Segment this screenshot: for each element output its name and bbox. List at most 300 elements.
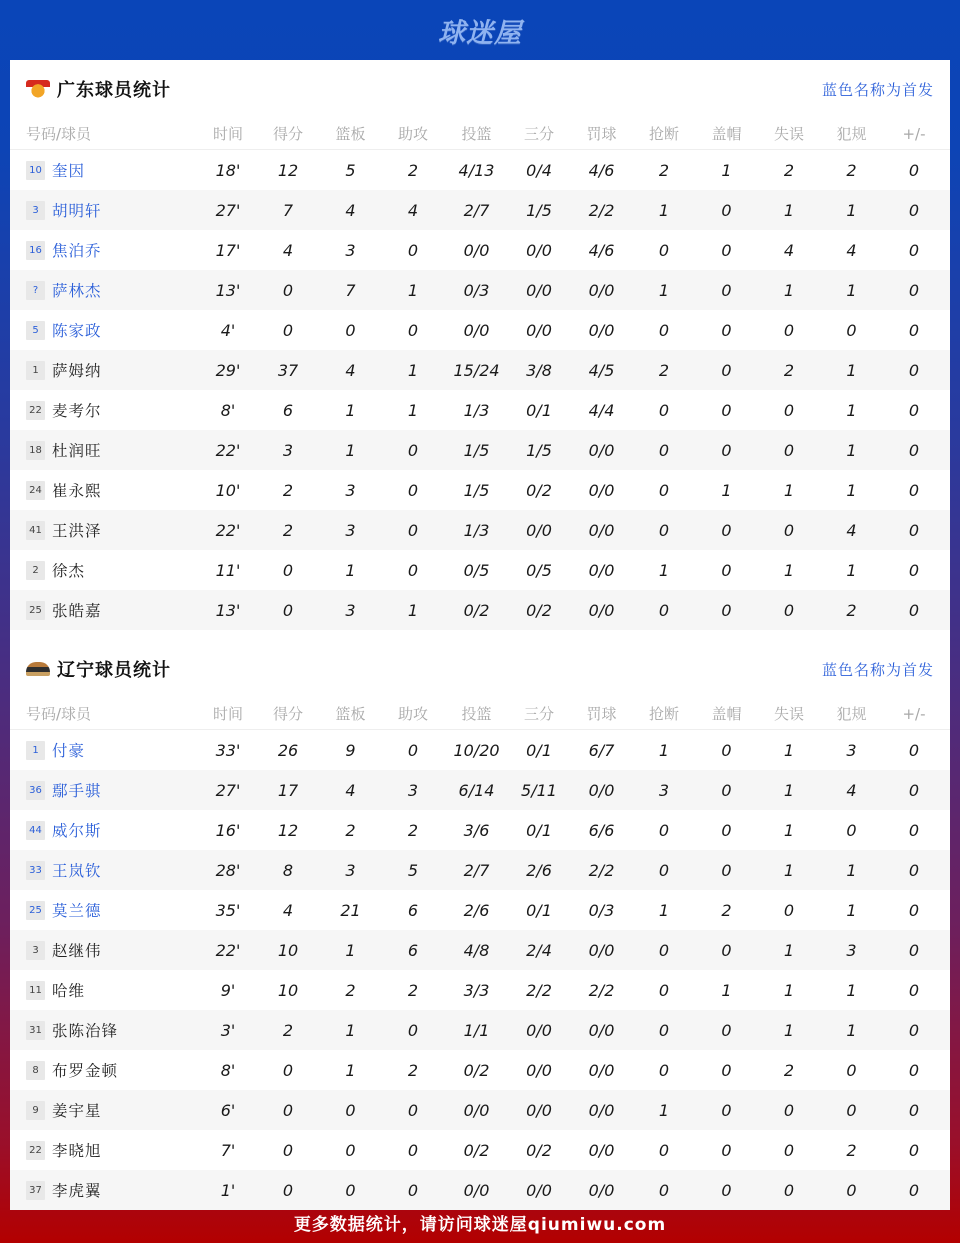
player-cell[interactable] [26, 819, 200, 841]
stat-cell: 1 [846, 360, 857, 380]
stat-cell: 2 [282, 520, 294, 540]
stat-cell: 17 [277, 780, 299, 800]
stat-cell: 1 [783, 860, 795, 880]
stat-cell: 2 [846, 600, 857, 620]
stat-cell: 0/0 [463, 320, 490, 340]
stat-cell: 1' [220, 1180, 236, 1200]
stat-cell: 2/7 [463, 200, 490, 220]
stat-cell: 0/0 [588, 280, 615, 300]
player-name[interactable]: 萨姆纳 [52, 362, 102, 380]
player-cell[interactable] [26, 559, 200, 581]
stat-cell: 3 [345, 600, 356, 620]
player-name[interactable]: 麦考尔 [52, 402, 102, 420]
table-row[interactable] [10, 350, 950, 390]
column-header[interactable]: 盖帽 [711, 125, 742, 143]
stat-cell: 1 [658, 200, 670, 220]
stat-cell: 1 [846, 280, 857, 300]
stat-cell: 1 [345, 440, 356, 460]
column-header[interactable]: 犯规 [836, 705, 867, 723]
table-header [10, 118, 950, 150]
stat-cell: 0 [908, 480, 920, 500]
table-row[interactable] [10, 850, 950, 890]
column-header[interactable]: 得分 [272, 705, 303, 723]
stat-cell: 4/13 [458, 160, 495, 180]
stat-cell: 0 [282, 280, 294, 300]
stat-cell: 0 [658, 440, 670, 460]
player-cell[interactable] [26, 1139, 200, 1161]
player-name[interactable]: 萨林杰 [52, 282, 102, 300]
stat-cell: 0 [908, 900, 920, 920]
stat-cell: 0 [846, 1060, 857, 1080]
stat-cell: 0/0 [588, 1060, 615, 1080]
column-header[interactable]: 投篮 [461, 705, 492, 723]
stat-cell: 0 [282, 600, 294, 620]
column-header[interactable]: 罚球 [586, 705, 617, 723]
player-name[interactable]: 王岚钦 [52, 862, 102, 880]
stat-cell: 0 [721, 820, 732, 840]
stat-cell: 0/1 [526, 400, 552, 420]
stat-cell: 0 [658, 520, 670, 540]
table-row[interactable] [10, 770, 950, 810]
stat-cell: 0 [908, 1100, 920, 1120]
stat-cell: 2 [345, 820, 356, 840]
stat-cell: 0 [721, 860, 732, 880]
stat-cell: 13' [215, 600, 241, 620]
column-header[interactable]: 失误 [773, 125, 804, 143]
stat-cell: 2/6 [526, 860, 552, 880]
stat-cell: 0 [658, 320, 670, 340]
player-name[interactable]: 布罗金顿 [52, 1062, 119, 1080]
stat-cell: 4/5 [588, 360, 615, 380]
stat-cell: 2/6 [463, 900, 490, 920]
column-header[interactable]: 时间 [212, 125, 243, 143]
stat-cell: 22' [215, 940, 241, 960]
stat-cell: 0/5 [463, 560, 490, 580]
player-cell[interactable] [26, 159, 200, 181]
top-header [0, 0, 960, 60]
player-name[interactable]: 崔永熙 [52, 482, 102, 500]
stat-cell: 0 [846, 1180, 857, 1200]
stat-cell: 1/5 [463, 480, 490, 500]
stat-cell: 26 [277, 740, 299, 760]
stat-cell: 4 [282, 240, 294, 260]
stat-cell: 0/0 [588, 520, 615, 540]
player-cell[interactable] [26, 359, 200, 381]
stat-cell: 1 [721, 160, 732, 180]
stat-cell: 0 [783, 1100, 795, 1120]
stat-cell: 0/0 [526, 520, 552, 540]
stat-cell: 0 [721, 560, 732, 580]
column-header[interactable]: 时间 [212, 705, 243, 723]
stat-cell: 0 [908, 400, 920, 420]
player-cell[interactable] [26, 319, 200, 341]
stat-cell: 0 [407, 560, 419, 580]
stat-cell: 4 [345, 780, 356, 800]
stat-cell: 4/6 [588, 160, 615, 180]
stat-cell: 1 [407, 600, 419, 620]
stat-cell: 0/2 [526, 480, 552, 500]
stat-cell: 4 [282, 900, 294, 920]
stat-cell: 3 [345, 860, 356, 880]
table-row[interactable] [10, 730, 950, 770]
stat-cell: 0/2 [463, 600, 490, 620]
player-cell[interactable] [26, 599, 200, 621]
stat-cell: 1 [407, 400, 419, 420]
stat-cell: 0 [908, 440, 920, 460]
stat-cell: 0 [908, 520, 920, 540]
stat-cell: 10 [277, 940, 299, 960]
stat-cell: 0 [721, 740, 732, 760]
stat-cell: 1 [407, 360, 419, 380]
column-header[interactable]: 篮板 [335, 705, 366, 723]
jersey-number-badge: 22 [26, 1141, 45, 1160]
stat-cell: 3' [220, 1020, 236, 1040]
stat-cell: 10/20 [453, 740, 500, 760]
stat-cell: 0 [658, 1020, 670, 1040]
jersey-number-badge: 44 [26, 821, 45, 840]
starter-note: 蓝色名称为首发 [821, 660, 934, 679]
stat-cell: 7 [282, 200, 294, 220]
stat-cell: 0 [721, 320, 732, 340]
player-cell[interactable] [26, 519, 200, 541]
table-row[interactable] [10, 890, 950, 930]
table-row[interactable] [10, 1090, 950, 1130]
player-name[interactable]: 焦泊乔 [52, 242, 102, 260]
table-row[interactable] [10, 390, 950, 430]
player-name[interactable]: 陈家政 [52, 322, 102, 340]
stat-cell: 0 [908, 600, 920, 620]
table-row[interactable] [10, 430, 950, 470]
column-header[interactable]: +/- [902, 124, 926, 143]
player-cell[interactable] [26, 779, 200, 801]
stat-cell: 0 [846, 1100, 857, 1120]
stats-card [10, 60, 950, 1202]
column-header[interactable]: 罚球 [586, 125, 617, 143]
stat-cell: 5/11 [521, 780, 557, 800]
column-header[interactable]: 失误 [773, 705, 804, 723]
stat-cell: 4 [345, 200, 356, 220]
stat-cell: 1 [658, 740, 670, 760]
stat-cell: 0 [783, 600, 795, 620]
stat-cell: 2 [783, 160, 795, 180]
player-cell[interactable] [26, 439, 200, 461]
stat-cell: 7 [345, 280, 356, 300]
stat-cell: 2/2 [526, 980, 552, 1000]
column-header[interactable]: 助攻 [397, 705, 428, 723]
player-cell[interactable] [26, 399, 200, 421]
section-header [10, 60, 950, 118]
player-name[interactable]: 李晓旭 [52, 1142, 102, 1160]
stat-cell: 1 [783, 740, 795, 760]
jersey-number-badge: 22 [26, 401, 45, 420]
jersey-number-badge: 33 [26, 861, 45, 880]
stat-cell: 1 [846, 440, 857, 460]
player-cell[interactable] [26, 1019, 200, 1041]
column-header[interactable]: 抢断 [648, 125, 679, 143]
player-cell[interactable] [26, 1179, 200, 1201]
stat-cell: 3 [345, 480, 356, 500]
stat-cell: 0/5 [526, 560, 552, 580]
player-name[interactable]: 张陈治锋 [52, 1022, 119, 1040]
stat-cell: 17' [215, 240, 241, 260]
jersey-number-badge: 31 [26, 1021, 45, 1040]
jersey-number-badge: 25 [26, 901, 45, 920]
stat-cell: 3 [846, 940, 857, 960]
stat-cell: 2 [345, 980, 356, 1000]
table-row[interactable] [10, 1010, 950, 1050]
column-header[interactable]: 抢断 [648, 705, 679, 723]
stat-cell: 0 [783, 320, 795, 340]
table-row[interactable] [10, 930, 950, 970]
stat-cell: 0/0 [588, 600, 615, 620]
player-cell[interactable] [26, 1059, 200, 1081]
stat-cell: 29' [215, 360, 241, 380]
footer-banner[interactable] [0, 1202, 960, 1243]
stat-cell: 0 [908, 280, 920, 300]
stat-cell: 6 [407, 900, 419, 920]
stat-cell: 1 [658, 1100, 670, 1120]
player-cell[interactable] [26, 979, 200, 1001]
column-header[interactable]: 号码/球员 [26, 125, 92, 143]
stat-cell: 2 [282, 480, 294, 500]
stat-cell: 10' [215, 480, 241, 500]
stat-cell: 3 [345, 520, 356, 540]
stat-cell: 4 [407, 200, 419, 220]
player-name[interactable]: 张皓嘉 [52, 602, 102, 620]
stat-cell: 2/2 [588, 200, 615, 220]
stat-cell: 1/5 [526, 200, 552, 220]
stat-cell: 0/0 [588, 480, 615, 500]
table-row[interactable] [10, 150, 950, 190]
stat-cell: 1 [846, 200, 857, 220]
table-row[interactable] [10, 970, 950, 1010]
table-row[interactable] [10, 510, 950, 550]
jersey-number-badge: 24 [26, 481, 45, 500]
stat-cell: 1/1 [463, 1020, 490, 1040]
player-cell[interactable] [26, 479, 200, 501]
player-cell[interactable] [26, 899, 200, 921]
player-name[interactable]: 徐杰 [52, 562, 86, 580]
stat-cell: 0/0 [463, 1100, 490, 1120]
player-name[interactable]: 杜润旺 [52, 442, 102, 460]
stat-cell: 0 [783, 1140, 795, 1160]
stat-cell: 0 [908, 740, 920, 760]
stat-cell: 1 [783, 940, 795, 960]
column-header[interactable]: 助攻 [397, 125, 428, 143]
jersey-number-badge: 25 [26, 601, 45, 620]
column-header[interactable]: 三分 [523, 705, 554, 723]
stat-cell: 1 [783, 480, 795, 500]
player-name[interactable]: 鄢手骐 [52, 782, 102, 800]
player-cell[interactable] [26, 279, 200, 301]
brand-logo: 球迷屋 [438, 17, 522, 49]
table-row[interactable] [10, 810, 950, 850]
stat-cell: 0 [282, 320, 294, 340]
stat-cell: 0 [783, 400, 795, 420]
player-cell[interactable] [26, 739, 200, 761]
player-name[interactable]: 奎因 [52, 162, 86, 180]
player-cell[interactable] [26, 859, 200, 881]
stat-cell: 1/5 [526, 440, 552, 460]
jersey-number-badge: 9 [26, 1101, 45, 1120]
stat-cell: 6 [407, 940, 419, 960]
stat-cell: 0/0 [588, 780, 615, 800]
stat-cell: 0 [721, 200, 732, 220]
stat-cell: 0 [407, 1140, 419, 1160]
stat-cell: 2 [282, 1020, 294, 1040]
jersey-number-badge: 16 [26, 241, 45, 260]
column-header[interactable]: 号码/球员 [26, 705, 92, 723]
stat-cell: 0/0 [588, 440, 615, 460]
table-row[interactable] [10, 270, 950, 310]
stat-cell: 2 [407, 980, 419, 1000]
table-row[interactable] [10, 470, 950, 510]
player-name[interactable]: 付豪 [52, 742, 86, 760]
stat-cell: 0 [721, 520, 732, 540]
stat-cell: 1 [846, 560, 857, 580]
stat-cell: 6/7 [588, 740, 615, 760]
player-cell[interactable] [26, 199, 200, 221]
stat-cell: 1 [783, 280, 795, 300]
stat-cell: 0 [282, 1100, 294, 1120]
stat-cell: 0/2 [526, 1140, 552, 1160]
column-header[interactable]: 犯规 [836, 125, 867, 143]
stat-cell: 4 [846, 520, 857, 540]
stat-cell: 4 [783, 240, 795, 260]
table-row[interactable] [10, 310, 950, 350]
column-header[interactable]: 盖帽 [711, 705, 742, 723]
stat-cell: 3/3 [463, 980, 490, 1000]
column-header[interactable]: +/- [902, 704, 926, 723]
jersey-number-badge: 37 [26, 1181, 45, 1200]
table-row[interactable] [10, 550, 950, 590]
player-cell[interactable] [26, 239, 200, 261]
stat-cell: 0 [908, 1140, 920, 1160]
stat-cell: 0 [658, 480, 670, 500]
stat-cell: 1 [721, 480, 732, 500]
player-name[interactable]: 赵继伟 [52, 942, 102, 960]
jersey-number-badge: 5 [26, 321, 45, 340]
player-cell[interactable] [26, 939, 200, 961]
stat-cell: 2/2 [588, 980, 615, 1000]
stat-cell: 4 [345, 360, 356, 380]
player-name[interactable]: 莫兰德 [52, 902, 102, 920]
stat-cell: 0 [846, 320, 857, 340]
stat-cell: 2 [407, 820, 419, 840]
stat-cell: 0/3 [588, 900, 615, 920]
stat-cell: 1 [783, 560, 795, 580]
stat-cell: 0 [658, 820, 670, 840]
table-body [10, 730, 950, 1210]
table-row[interactable] [10, 1130, 950, 1170]
stat-cell: 0 [658, 940, 670, 960]
stat-cell: 0 [783, 1180, 795, 1200]
stat-cell: 3/8 [526, 360, 552, 380]
stat-cell: 0 [908, 320, 920, 340]
stat-cell: 0 [908, 560, 920, 580]
stat-cell: 0 [721, 940, 732, 960]
table-row[interactable] [10, 1050, 950, 1090]
stat-cell: 3 [846, 740, 857, 760]
table-body [10, 150, 950, 630]
stat-cell: 0 [658, 600, 670, 620]
jersey-number-badge: 36 [26, 781, 45, 800]
stat-cell: 8 [282, 860, 294, 880]
stat-cell: 22' [215, 440, 241, 460]
stat-cell: 0 [908, 820, 920, 840]
table-row[interactable] [10, 590, 950, 630]
stat-cell: 0 [658, 240, 670, 260]
stat-cell: 0 [721, 1140, 732, 1160]
stat-cell: 21 [340, 900, 361, 920]
stat-cell: 12 [277, 160, 299, 180]
footer-link[interactable]: 更多数据统计，请访问球迷屋qiumiwu.com [293, 1215, 667, 1235]
stat-cell: 0 [407, 320, 419, 340]
stat-cell: 0/0 [526, 1100, 552, 1120]
stat-cell: 0/2 [463, 1060, 490, 1080]
player-name[interactable]: 王洪泽 [52, 522, 102, 540]
stat-cell: 0 [282, 1140, 294, 1160]
table-row[interactable] [10, 230, 950, 270]
stat-cell: 0 [407, 1100, 419, 1120]
stat-cell: 0/0 [588, 560, 615, 580]
column-header[interactable]: 得分 [272, 125, 303, 143]
stat-cell: 0 [407, 480, 419, 500]
table-row[interactable] [10, 190, 950, 230]
stat-cell: 15/24 [453, 360, 500, 380]
stat-cell: 0 [721, 1100, 732, 1120]
stat-cell: 0 [783, 520, 795, 540]
stat-cell: 1 [658, 280, 670, 300]
stat-cell: 2 [658, 160, 670, 180]
stat-cell: 6 [282, 400, 294, 420]
player-name[interactable]: 李虎翼 [52, 1182, 102, 1200]
stat-cell: 0/2 [526, 600, 552, 620]
column-header[interactable]: 投篮 [461, 125, 492, 143]
player-name[interactable]: 哈维 [52, 982, 86, 1000]
player-cell[interactable] [26, 1099, 200, 1121]
stat-cell: 0 [282, 1060, 294, 1080]
stat-cell: 0 [658, 400, 670, 420]
stat-cell: 0 [721, 1180, 732, 1200]
stat-cell: 0 [783, 440, 795, 460]
stat-cell: 0/0 [588, 1020, 615, 1040]
stat-cell: 0/0 [588, 1100, 615, 1120]
jersey-number-badge: 10 [26, 161, 45, 180]
column-header[interactable]: 三分 [523, 125, 554, 143]
stat-cell: 28' [215, 860, 241, 880]
stat-cell: 22' [215, 520, 241, 540]
jersey-number-badge: 1 [26, 741, 45, 760]
stat-cell: 2 [783, 360, 795, 380]
stat-cell: 18' [215, 160, 241, 180]
team-logo-icon [26, 662, 50, 676]
table-header [10, 698, 950, 730]
column-header[interactable]: 篮板 [335, 125, 366, 143]
stat-cell: 4 [846, 240, 857, 260]
stat-cell: 0 [908, 780, 920, 800]
player-name[interactable]: 胡明轩 [52, 202, 102, 220]
player-name[interactable]: 威尔斯 [52, 822, 102, 840]
stat-cell: 3 [345, 240, 356, 260]
stat-cell: 0 [407, 740, 419, 760]
player-name[interactable]: 姜宇星 [52, 1102, 102, 1120]
stat-cell: 0/0 [526, 1180, 552, 1200]
stat-cell: 0 [407, 1020, 419, 1040]
stat-cell: 2 [721, 900, 732, 920]
jersey-number-badge: ? [26, 281, 45, 300]
stat-cell: 0 [721, 360, 732, 380]
